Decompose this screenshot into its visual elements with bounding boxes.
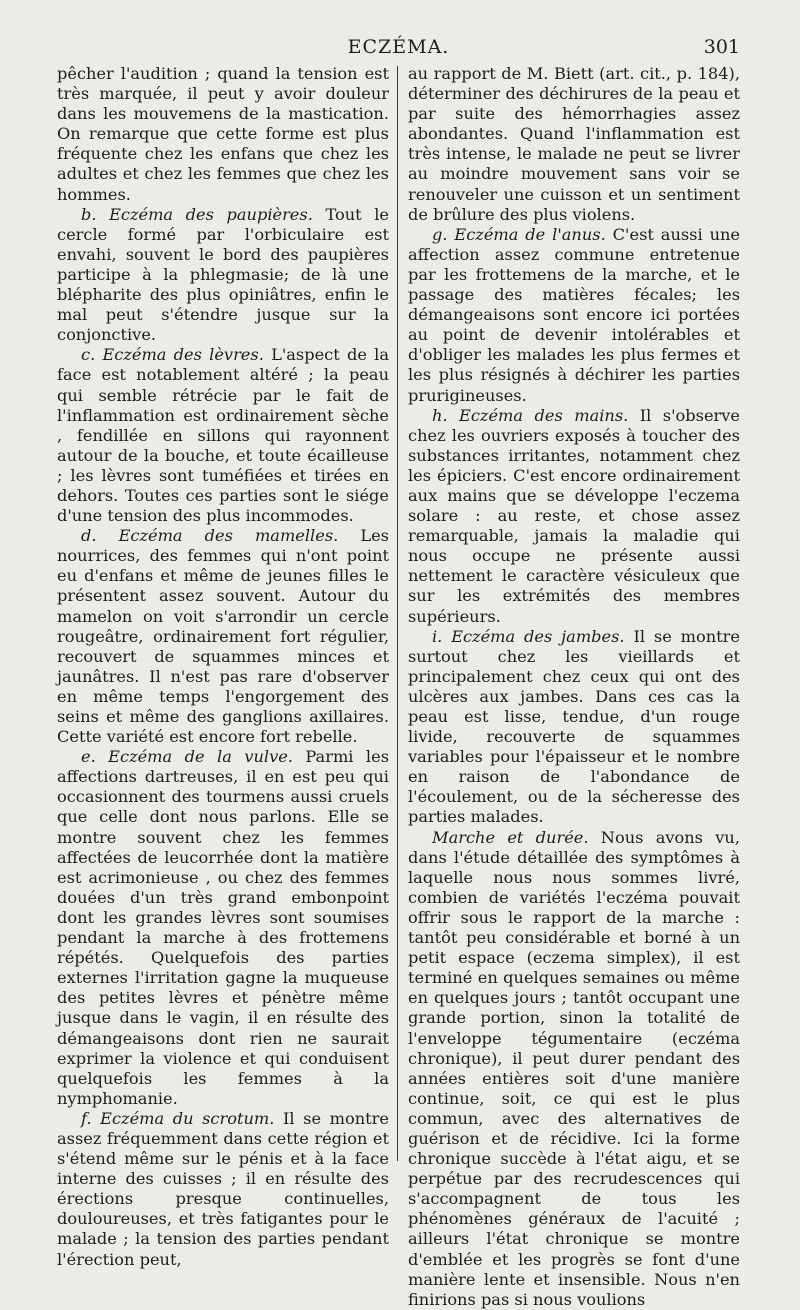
running-header <box>57 36 740 64</box>
column-divider <box>397 66 398 1161</box>
section-heading: c. Eczéma des lèvres. <box>81 345 264 365</box>
paragraph-text: L'aspect de la face est notablement altéré ; la peau qui semble rétrécie par le fait de l'inflammation est ordinairement sèche , fendillée en sillons qui rayonnent autour de la bouche, et toute écailleuse ; les lèvres sont tuméfiées et tirées en dehors. Toutes ces parties sont le siége d'une tension des plus incommodes. <box>57 345 389 526</box>
paragraph-text: Les nourrices, des femmes qui n'ont point eu d'enfans et même de jeunes filles le présentent assez souvent. Autour du mamelon on voit s'arrondir un cercle rougeâtre, ordinairement fort régulier, recouvert de squammes minces et jaunâtres. Il n'est pas rare d'observer en même temps l'engorgement des seins et même des ganglions axillaires. Cette variété est encore fort rebelle. <box>57 526 389 747</box>
section-heading: d. Eczéma des mamelles. <box>81 526 339 546</box>
section-heading: Marche et durée. <box>432 827 589 847</box>
paragraph <box>408 64 740 225</box>
paragraph <box>57 747 389 1109</box>
paragraph <box>408 828 740 1310</box>
paragraph <box>57 64 389 205</box>
paragraph-text: Il se montre assez fréquemment dans cette région et s'étend même sur le pénis et à la face interne des cuisses ; il en résulte des érections presque continuelles, douloureuses, et très fatigantes pour le malade ; la tension des parties pendant l'érection peut, <box>57 1108 389 1269</box>
paragraph-text: Il se montre surtout chez les vieillards et principalement chez ceux qui ont des ulcères aux jambes. Dans ces cas la peau est lisse, tendue, d'un rouge livide, recouverte de squammes variables pour l'épaisseur et le nombre en raison de l'abondance de l'écoulement, ou de la sécheresse des parties malades. <box>408 626 740 827</box>
paragraph <box>408 406 740 627</box>
section-heading: e. Eczéma de la vulve. <box>81 747 293 767</box>
paragraph <box>57 1109 389 1270</box>
paragraph-text: C'est aussi une affection assez commune entretenue par les frottemens de la marche, et le passage des matières fécales; les démangeaisons sont encore ici portées au point de devenir intolérables et d'obliger les malades les plus fermes et les plus résignés à déchirer les parties prurigineuses. <box>408 224 740 405</box>
paragraph-text: pêcher l'audition ; quand la tension est très marquée, il peut y avoir douleur dans les mouvemens de la mastication. On remarque que cette forme est plus fréquente chez les enfans que chez les adultes et chez les femmes que chez les hommes. <box>57 64 389 204</box>
paragraph-text: Tout le cercle formé par l'orbiculaire est envahi, souvent le bord des paupières participe à la phlegmasie; de là une blépharite des plus opiniâtres, enfin le mal peut s'étendre jusque sur la conjonctive. <box>57 204 390 345</box>
paragraph-text: Il s'observe chez les ouvriers exposés à toucher des substances irritantes, notamment chez les épiciers. C'est encore ordinairement aux mains que se développe l'eczema solare : au reste, et chose assez remarquable, jamais la maladie qui nous occupe ne présente aussi nettement le caractère vésiculeux que sur les extrémités des membres supérieurs. <box>408 405 741 626</box>
paragraph-text: au rapport de M. Biett (art. cit., p. 184), déterminer des déchirures de la peau et par suite des hémorrhagies assez abondantes. Quand l'inflammation est très intense, le malade ne peut se livrer au moindre mouvement sans voir se renouveler une cuisson et un sentiment de brûlure des plus violens. <box>408 64 740 224</box>
section-heading: b. Eczéma des paupières. <box>81 204 313 224</box>
paragraph <box>57 345 389 526</box>
left-column <box>57 64 389 1270</box>
page-title: ECZÉMA. <box>347 36 450 58</box>
paragraph-text: Parmi les affections dartreuses, il en est peu qui occasionnent des tourmens aussi cruels que celle dont nous parlons. Elle se montre souvent chez les femmes affectées de leucorrhée dont la matière est acrimonieuse , ou chez des femmes douées d'un très grand embonpoint dont les grandes lèvres sont soumises pendant la marche à des frottemens répétés. Quelquefois des parties externes l'irritation gagne la muqueuse des petites lèvres et pénètre même jusque dans le vagin, il en résulte des démangeaisons dont rien ne saurait exprimer la violence et qui conduisent quelquefois les femmes à la nymphomanie. <box>57 747 389 1108</box>
section-heading: i. Eczéma des jambes. <box>432 626 625 646</box>
section-heading: g. Eczéma de l'anus. <box>432 224 606 244</box>
section-heading: h. Eczéma des mains. <box>432 405 629 425</box>
right-column <box>408 64 740 1310</box>
page-number: 301 <box>703 36 740 58</box>
paragraph <box>408 627 740 828</box>
paragraph <box>57 205 389 346</box>
paragraph-text: Nous avons vu, dans l'étude détaillée des symptômes à laquelle nous nous sommes livré, combien de variétés l'eczéma pouvait offrir sous le rapport de la marche : tantôt peu considérable et borné à un petit espace (eczema simplex), il est terminé en quelques semaines ou même en quelques jours ; tantôt occupant une grande portion, sinon la totalité de l'enveloppe tégumentaire (eczéma chronique), il peut durer pendant des années entières soit d'une manière continue, soit, ce qui est le plus commun, avec des alternatives de guérison et de récidive. Ici la forme chronique succède à l'état aigu, et se perpétue par des recrudescences qui s'accompagnent de tous les phénomènes généraux de l'acuité ; ailleurs l'état chronique se montre d'emblée et les progrès se font d'une manière lente et insensible. Nous n'en finirions pas si nous voulions <box>408 827 740 1309</box>
paragraph <box>408 225 740 406</box>
section-heading: f. Eczéma du scrotum. <box>81 1108 275 1128</box>
paragraph <box>57 526 389 747</box>
